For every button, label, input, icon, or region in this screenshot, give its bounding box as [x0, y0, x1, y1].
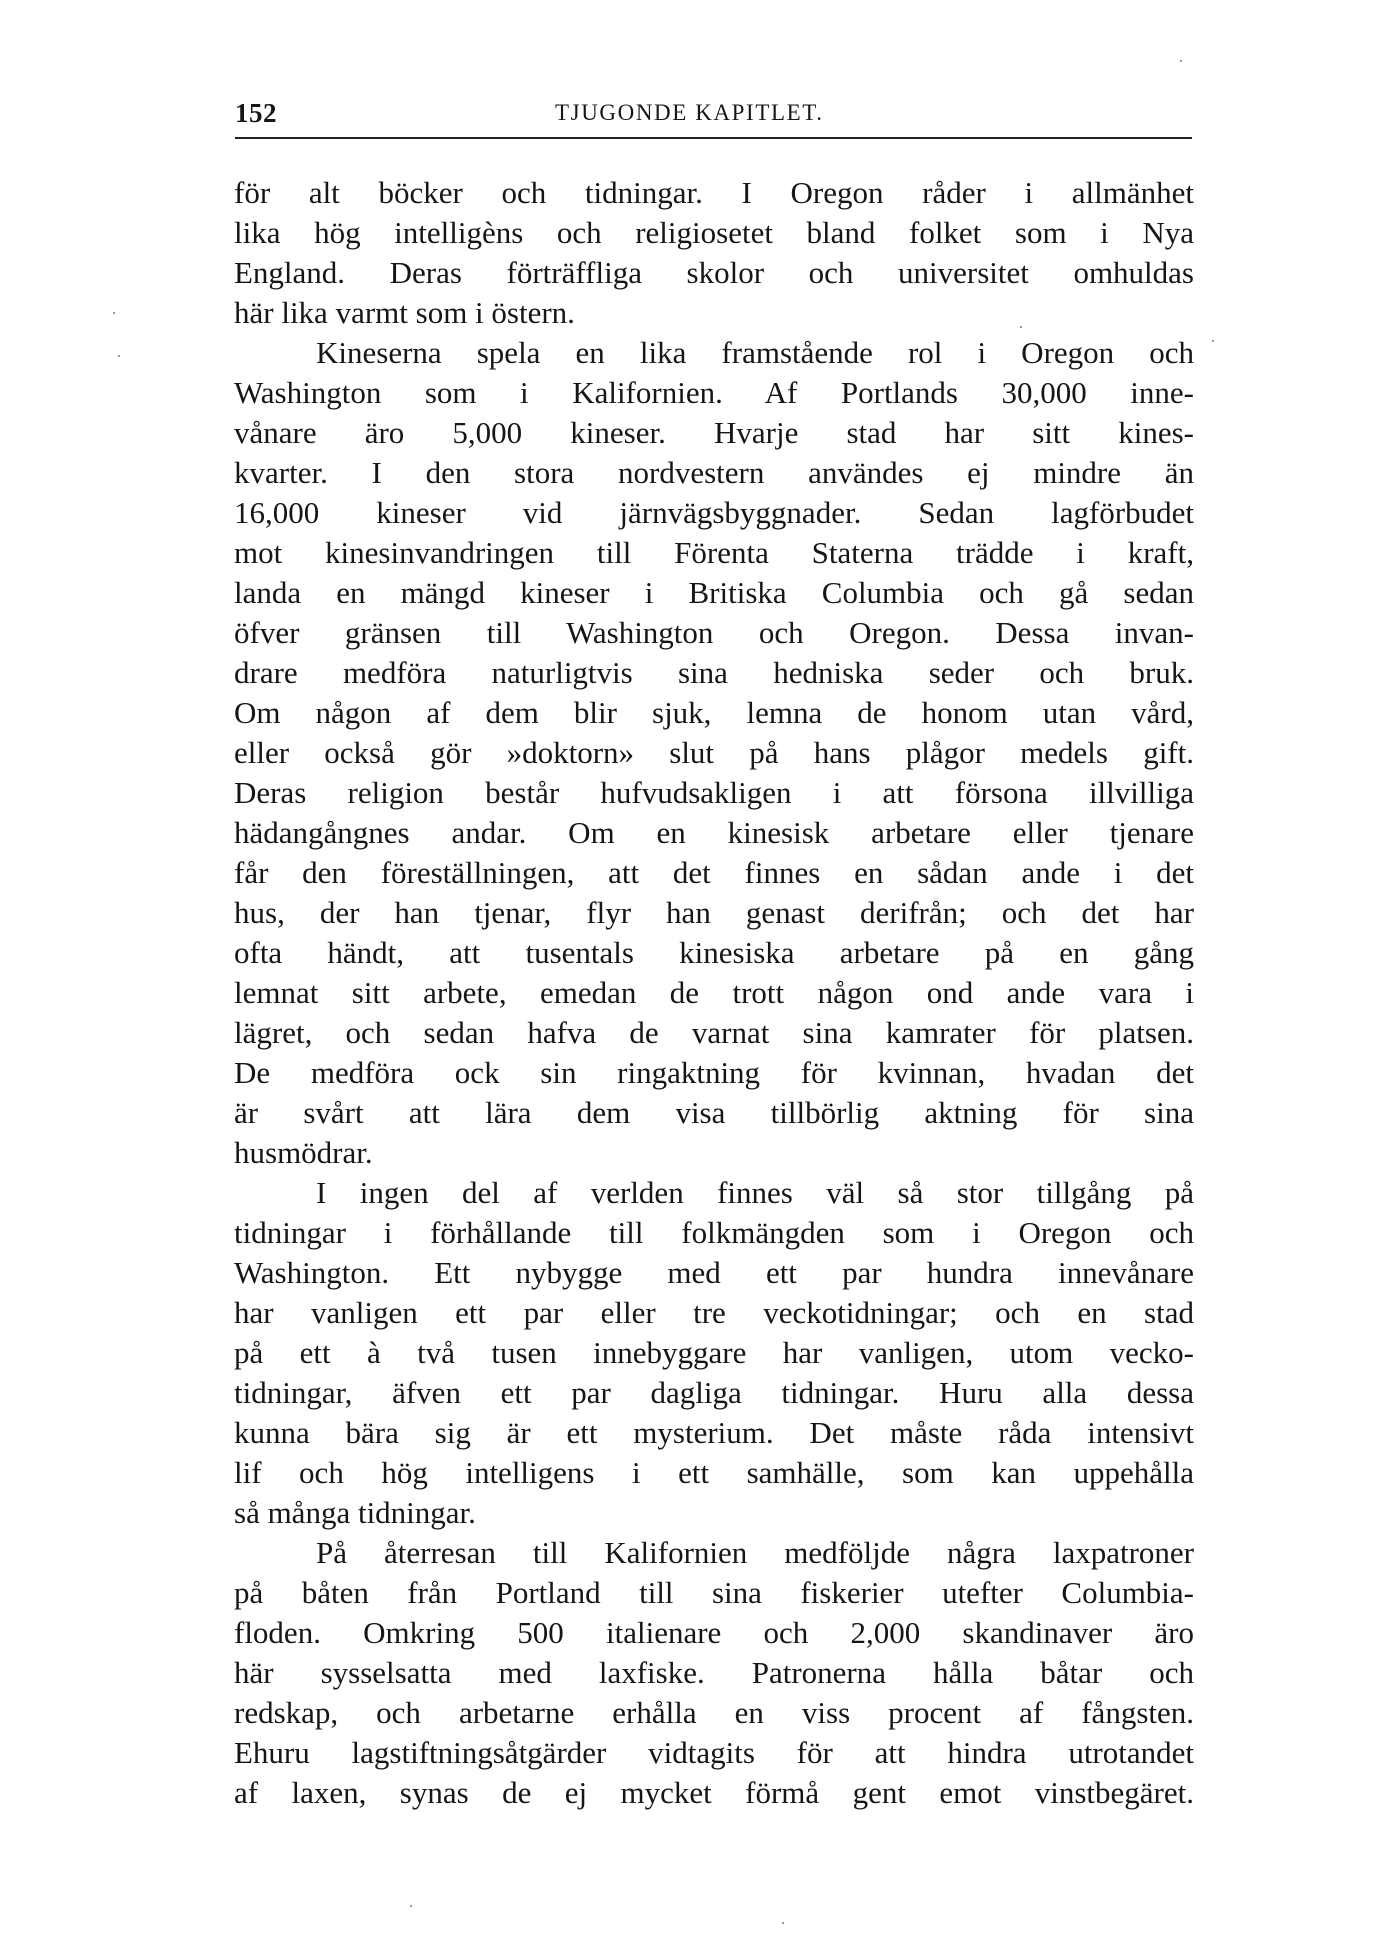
text-line: Om någon af dem blir sjuk, lemna de honom utan vård,: [234, 695, 1194, 730]
text-line: tidningar i förhållande till folkmängden som i Oregon och: [234, 1215, 1194, 1250]
paper-speck: [782, 1922, 784, 1924]
paper-speck: [1020, 326, 1022, 328]
paper-speck: [113, 312, 115, 314]
text-line: lägret, och sedan hafva de varnat sina kamrater för platsen.: [234, 1015, 1194, 1050]
text-line: mot kinesinvandringen till Förenta Staterna trädde i kraft,: [234, 535, 1194, 570]
text-line: eller också gör »doktorn» slut på hans plågor medels gift.: [234, 735, 1194, 770]
text-line: här sysselsatta med laxfiske. Patronerna hålla båtar och: [234, 1655, 1194, 1690]
chapter-title: TJUGONDE KAPITLET.: [555, 100, 824, 125]
text-line: så många tidningar.: [234, 1495, 476, 1530]
text-line: har vanligen ett par eller tre veckotidningar; och en stad: [234, 1295, 1194, 1330]
text-line: England. Deras förträffliga skolor och universitet omhuldas: [234, 255, 1194, 290]
text-line: öfver gränsen till Washington och Oregon. Dessa invan-: [234, 615, 1194, 650]
text-line: På återresan till Kalifornien medföljde några laxpatroner: [316, 1535, 1194, 1570]
text-line: lif och hög intelligens i ett samhälle, som kan uppehålla: [234, 1455, 1194, 1490]
text-line: hädangångnes andar. Om en kinesisk arbetare eller tjenare: [234, 815, 1194, 850]
paper-speck: [118, 355, 120, 357]
text-line: Ehuru lagstiftningsåtgärder vidtagits för att hindra utrotandet: [234, 1735, 1194, 1770]
running-head: [235, 98, 1192, 138]
text-line: på båten från Portland till sina fiskerier utefter Columbia-: [234, 1575, 1194, 1610]
header-rule: [235, 137, 1192, 139]
text-line: husmödrar.: [234, 1135, 373, 1170]
text-line: vånare äro 5,000 kineser. Hvarje stad har sitt kines-: [234, 415, 1194, 450]
text-line: floden. Omkring 500 italienare och 2,000 skandinaver äro: [234, 1615, 1194, 1650]
paper-speck: [410, 1905, 412, 1907]
text-line: kunna bära sig är ett mysterium. Det måste råda intensivt: [234, 1415, 1194, 1450]
text-line: Kineserna spela en lika framstående rol i Oregon och: [316, 335, 1194, 370]
text-line: Deras religion består hufvudsakligen i att försona illvilliga: [234, 775, 1194, 810]
text-line: De medföra ock sin ringaktning för kvinnan, hvadan det: [234, 1055, 1194, 1090]
body-text: [234, 173, 1194, 1813]
text-line: Washington. Ett nybygge med ett par hundra innevånare: [234, 1255, 1194, 1290]
text-line: på ett à två tusen innebyggare har vanligen, utom vecko-: [234, 1335, 1194, 1370]
text-line: Washington som i Kalifornien. Af Portlands 30,000 inne-: [234, 375, 1194, 410]
text-line: lemnat sitt arbete, emedan de trott någon ond ande vara i: [234, 975, 1194, 1010]
text-line: ofta händt, att tusentals kinesiska arbetare på en gång: [234, 935, 1194, 970]
text-line: hus, der han tjenar, flyr han genast derifrån; och det har: [234, 895, 1194, 930]
text-line: lika hög intelligèns och religiosetet bland folket som i Nya: [234, 215, 1194, 250]
paper-speck: [1212, 340, 1214, 342]
paper-speck: [1180, 60, 1182, 62]
text-line: drare medföra naturligtvis sina hedniska seder och bruk.: [234, 655, 1194, 690]
text-line: är svårt att lära dem visa tillbörlig aktning för sina: [234, 1095, 1194, 1130]
text-line: tidningar, äfven ett par dagliga tidningar. Huru alla dessa: [234, 1375, 1194, 1410]
text-line: I ingen del af verlden finnes väl så stor tillgång på: [316, 1175, 1194, 1210]
text-line: 16,000 kineser vid järnvägsbyggnader. Sedan lagförbudet: [234, 495, 1194, 530]
text-line: för alt böcker och tidningar. I Oregon råder i allmänhet: [234, 175, 1194, 210]
text-line: här lika varmt som i östern.: [234, 295, 575, 330]
text-line: får den föreställningen, att det finnes en sådan ande i det: [234, 855, 1194, 890]
text-line: landa en mängd kineser i Britiska Columbia och gå sedan: [234, 575, 1194, 610]
page-number: 152: [235, 98, 277, 128]
text-line: af laxen, synas de ej mycket förmå gent emot vinstbegäret.: [234, 1775, 1194, 1810]
text-line: redskap, och arbetarne erhålla en viss procent af fångsten.: [234, 1695, 1194, 1730]
text-line: kvarter. I den stora nordvestern användes ej mindre än: [234, 455, 1194, 490]
